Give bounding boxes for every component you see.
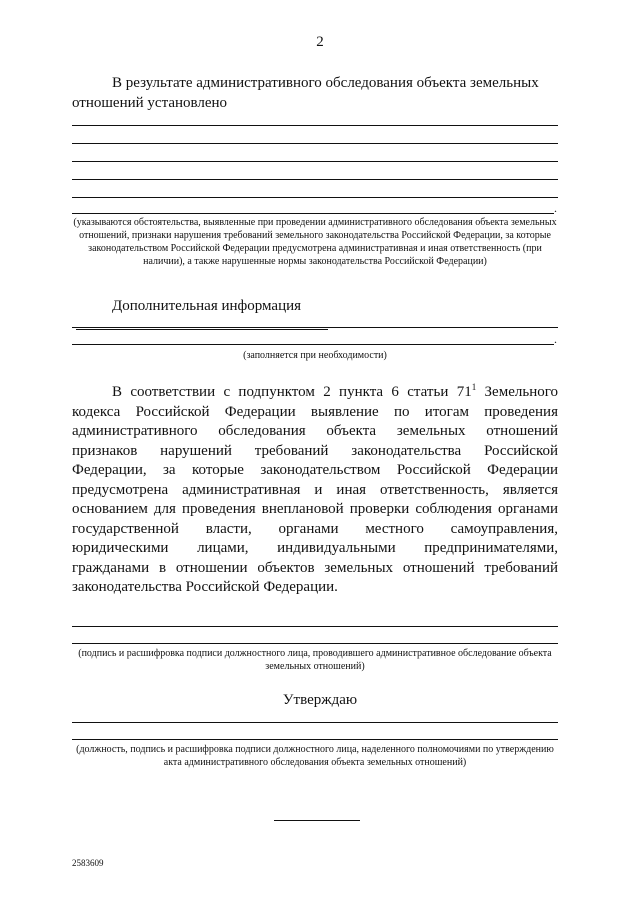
findings-intro-line1: В результате административного обследования объекта земельных: [112, 75, 539, 91]
end-divider: [274, 820, 360, 821]
approval-note: (должность, подпись и расшифровка подписи должностного лица, наделенного полномочиями по утверждению акта административного обследования объекта земельных отношений): [76, 744, 554, 768]
findings-line-5[interactable]: [72, 197, 558, 198]
page-number: 2: [316, 34, 324, 50]
additional-info-row: [72, 297, 558, 336]
additional-info-period: .: [554, 332, 557, 346]
findings-line-2[interactable]: [72, 143, 558, 144]
signature-note: (подпись и расшифровка подписи должностного лица, проводившего административное обследование объекта земельных отношений): [78, 648, 552, 672]
findings-line-4[interactable]: [72, 179, 558, 180]
legal-basis-text-2: Земельного кодекса Российской Федерации выявление по итогам проведения административного обследования объекта земельных отношений признаков нарушений требований законодательства Российской Федерации, за которые законодательством Российской Федерации предусмотрена административная и иная ответственность, является основанием для проведения внеплановой проверки соблюдения органами государственной власти, органами местного самоуправления, юридическими лицами, индивидуальными предпринимателями, гражданами в отношении объектов земельных отношений требований законодательства Российской Федерации.: [72, 384, 558, 595]
findings-line-3[interactable]: [72, 161, 558, 162]
findings-period: .: [554, 201, 557, 215]
legal-basis-text-1: В соответствии с подпунктом 2 пункта 6 статьи 71: [112, 384, 472, 400]
document-id: 2583609: [72, 858, 104, 868]
approval-line-2[interactable]: [72, 739, 558, 740]
legal-basis-paragraph: [72, 383, 558, 598]
signature-line-1[interactable]: [72, 626, 558, 627]
additional-info-note: (заполняется при необходимости): [243, 350, 387, 361]
additional-info-input-line[interactable]: [76, 329, 328, 330]
findings-intro-label: отношений установлено: [72, 94, 228, 111]
additional-info-label: Дополнительная информация: [112, 298, 302, 314]
legal-basis-superscript: 1: [471, 382, 477, 392]
additional-info-line-1[interactable]: [72, 327, 558, 328]
signature-line-2[interactable]: [72, 643, 558, 644]
findings-line-6[interactable]: [72, 213, 554, 214]
findings-line-1[interactable]: [72, 125, 558, 126]
additional-info-line-2[interactable]: [72, 344, 554, 345]
approval-title: Утверждаю: [282, 692, 358, 708]
findings-note: (указываются обстоятельства, выявленные при проведении административного обследования объекта земельных отношений, признаки нарушения требований земельного законодательства Российской Федерации, за которые законодательством Российской Федерации предусмотрена административная и иная ответственность (при наличии), а также нарушенные нормы законодательства Российской Федерации): [73, 217, 557, 267]
approval-line-1[interactable]: [72, 722, 558, 723]
findings-intro-line2: [72, 94, 558, 133]
